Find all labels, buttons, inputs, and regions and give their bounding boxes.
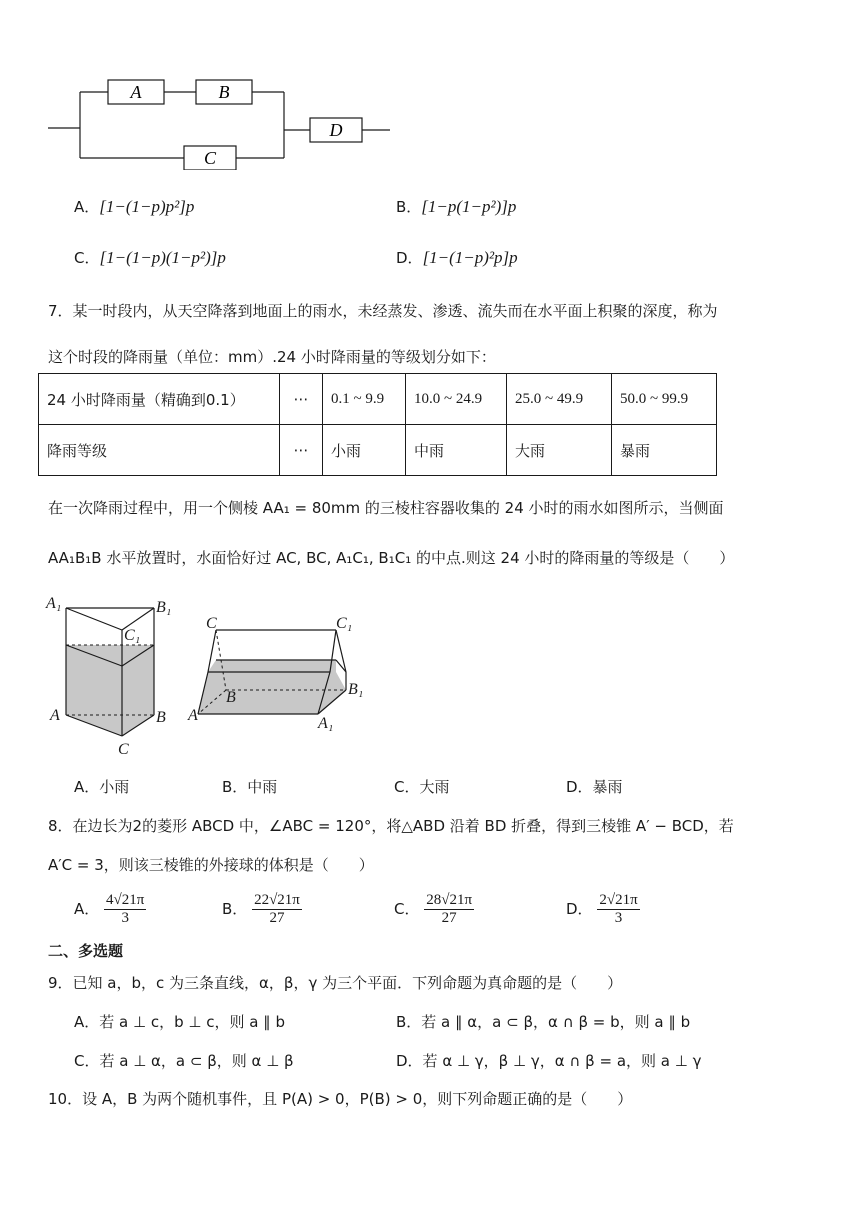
table-cell: 小雨 [323,425,406,476]
prism-figure-lying [186,612,376,732]
fig1-label-b: B [156,709,166,726]
q7-line-1: 7．某一时段内，从天空降落到地面上的雨水，未经蒸发、渗透、流失而在水平面上积聚的深度，称为 [48,302,718,320]
table-cell: 50.0 ~ 99.9 [612,374,717,425]
circuit-label-a: A [130,82,142,102]
fig2-label-a1: A₁ [318,715,334,732]
q9-option-c: C．若 a ⊥ α，a ⊂ β，则 α ⊥ β [74,1052,294,1070]
q7-option-c: C．大雨 [394,778,450,796]
table-row [39,425,717,476]
q7-line-2: 这个时段的降雨量（单位：mm）.24 小时降雨量的等级划分如下： [48,348,496,366]
q9-option-a: A．若 a ⊥ c，b ⊥ c，则 a ∥ b [74,1013,285,1031]
q8-option-c: C． $\frac{28√21\pi}{27}$ [394,892,473,926]
q9-option-b: B．若 a ∥ α，a ⊂ β，α ∩ β = b，则 a ∥ b [396,1013,691,1031]
table-cell: 中雨 [406,425,507,476]
q10-line-1: 10．设 A，B 为两个随机事件，且 P(A) > 0，P(B) > 0，则下列命题正确的是（ ） [48,1090,633,1108]
table-cell: 降雨等级 [39,425,280,476]
table-cell: 24 小时降雨量（精确到0.1） [39,374,280,425]
prism-figure-upright [44,590,184,760]
q6-option-a: A．[1−(1−p)p²]p [74,197,195,216]
q9-line-1: 9．已知 a，b，c 为三条直线，α，β，γ 为三个平面．下列命题为真命题的是（ ） [48,974,623,992]
circuit-label-b: B [218,82,230,102]
table-row [39,374,717,425]
circuit-label-c: C [203,148,217,168]
q6-option-c: C．[1−(1−p)(1−p²)]p [74,248,226,267]
q7-option-d: D．暴雨 [566,778,623,796]
table-cell: ⋯ [280,374,323,425]
fig1-label-a1: A₁ [46,595,62,612]
q8-option-a: A． $\frac{4√21\pi}{3}$ [74,892,145,926]
q6-option-b: B．[1−p(1−p²)]p [396,197,517,216]
fig2-label-c: C [206,615,217,632]
fig2-label-b1: B₁ [348,681,364,698]
table-cell: 10.0 ~ 24.9 [406,374,507,425]
rainfall-table [38,373,717,476]
q7-option-a: A．小雨 [74,778,130,796]
fig1-label-a: A [50,707,60,724]
q8-option-b: B． $\frac{22√21\pi}{27}$ [222,892,300,926]
fig1-label-c1: C₁ [124,627,141,644]
q8-line-2: A′C = 3，则该三棱锥的外接球的体积是（ ） [48,856,374,874]
section-heading: 二、多选题 [48,942,124,960]
table-cell: 暴雨 [612,425,717,476]
fig1-label-b1: B₁ [156,599,172,616]
table-cell: 0.1 ~ 9.9 [323,374,406,425]
q8-line-1: 8．在边长为2的菱形 ABCD 中，∠ABC = 120°，将△ABD 沿着 BD 折叠，得到三棱锥 A′ − BCD，若 [48,817,734,835]
q7-line-3: 在一次降雨过程中，用一个侧棱 AA₁ = 80mm 的三棱柱容器收集的 24 小时的雨水如图所示，当侧面 [48,499,724,517]
q7-line-4: AA₁B₁B 水平放置时，水面恰好过 AC, BC, A₁C₁, B₁C₁ 的中点.则这 24 小时的降雨量的等级是（ ） [48,549,735,567]
table-cell: ⋯ [280,425,323,476]
q6-option-d: D．[1−(1−p)²p]p [396,248,518,267]
circuit-diagram [40,70,400,170]
circuit-label-d: D [329,120,343,140]
table-cell: 25.0 ~ 49.9 [507,374,612,425]
fig2-label-a: A [188,707,198,724]
q8-option-d: D． $\frac{2√21\pi}{3}$ [566,892,638,926]
fig2-label-b: B [226,689,236,706]
fig1-label-c: C [118,741,129,758]
q9-option-d: D．若 α ⊥ γ，β ⊥ γ，α ∩ β = a，则 a ⊥ γ [396,1052,702,1070]
q7-option-b: B．中雨 [222,778,278,796]
fig2-label-c1: C₁ [336,615,353,632]
table-cell: 大雨 [507,425,612,476]
